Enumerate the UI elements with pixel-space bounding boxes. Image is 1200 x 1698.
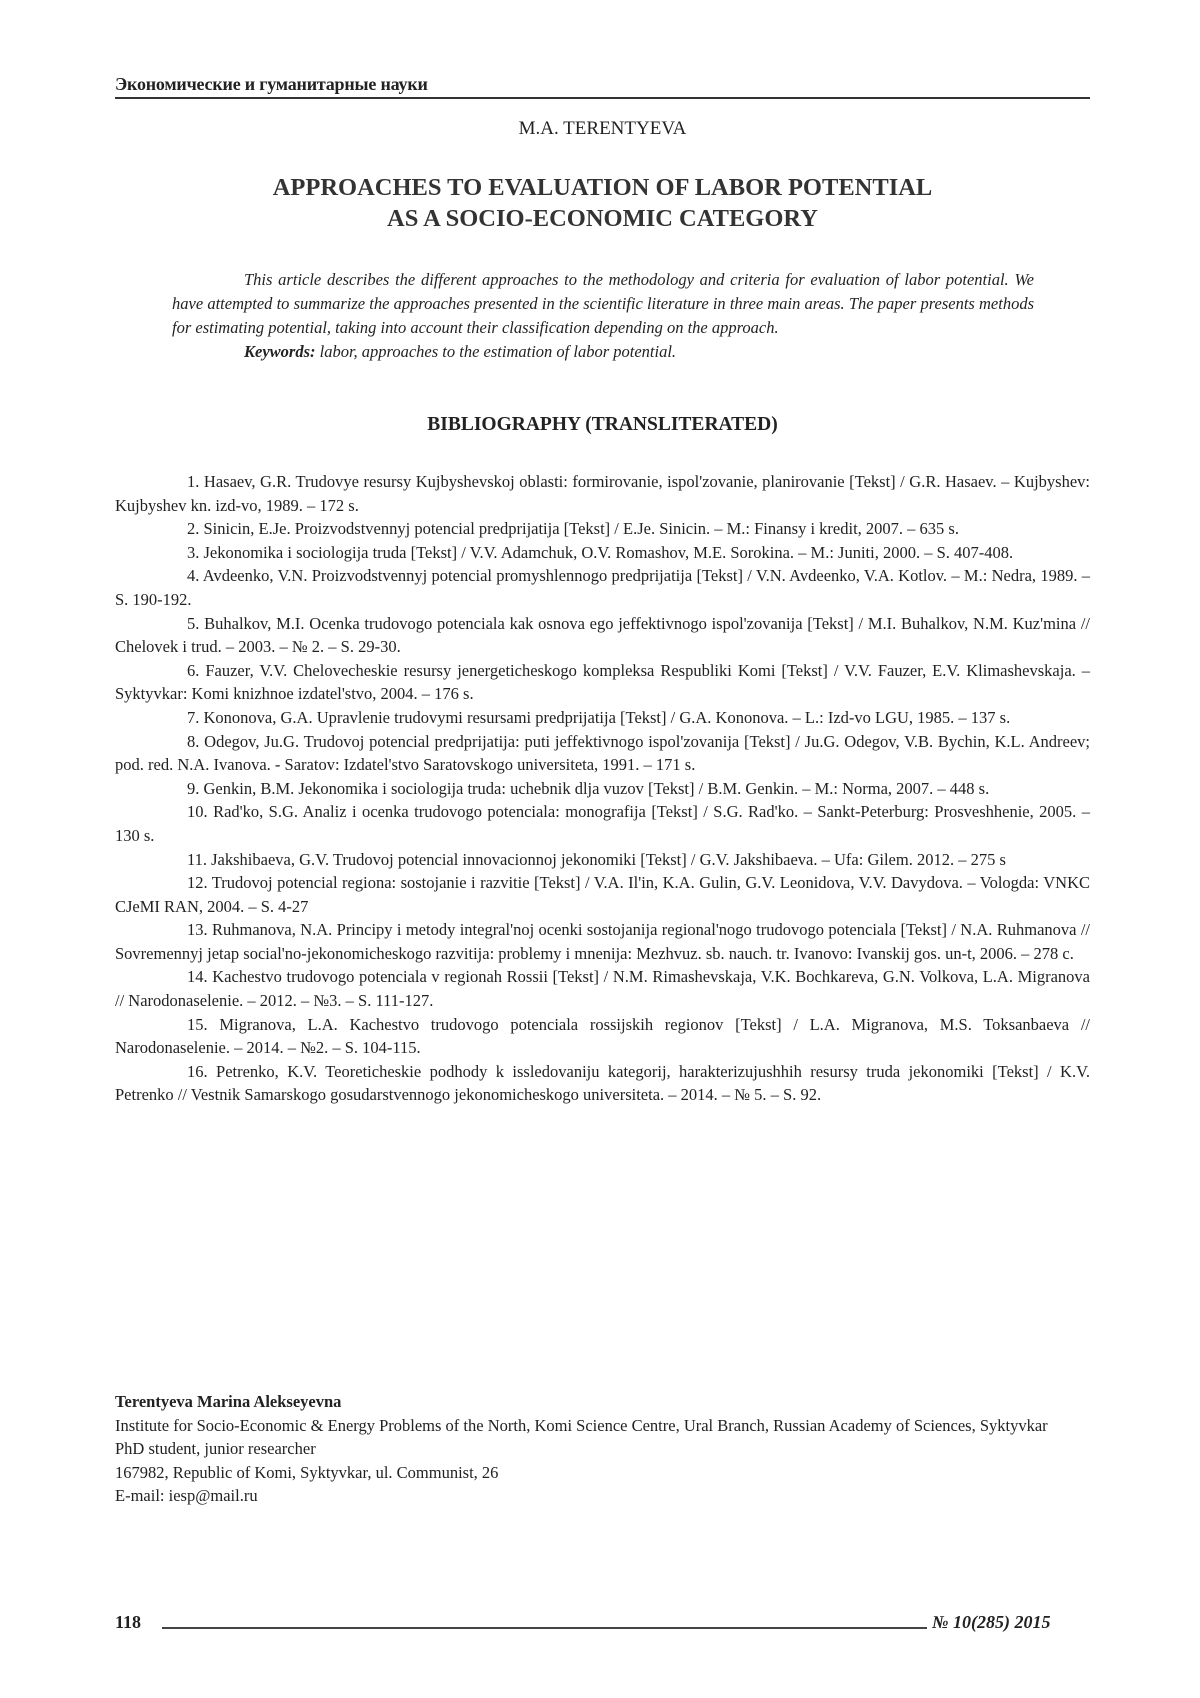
reference-item: 6. Fauzer, V.V. Chelovecheskie resursy jenergeticheskogo kompleksa Respubliki Komi [Tekst] / V.V. Fauzer, E.V. Klimashevskaja. – Syktyvkar: Komi knizhnoe izdatel'stvo, 2004. – 176 s. <box>115 659 1090 706</box>
footer-rule <box>162 1627 927 1629</box>
page-number: 118 <box>115 1612 1090 1633</box>
author-affiliation: Institute for Socio-Economic & Energy Problems of the North, Komi Science Centre, Ural Branch, Russian Academy of Sciences, Syktyvkar <box>115 1414 1090 1438</box>
reference-item: 15. Migranova, L.A. Kachestvo trudovogo potenciala rossijskih regionov [Tekst] / L.A. Migranova, M.S. Toksanbaeva // Narodonaselenie. – 2014. – №2. – S. 104-115. <box>115 1013 1090 1060</box>
author-address: 167982, Republic of Komi, Syktyvkar, ul. Communist, 26 <box>115 1461 1090 1485</box>
reference-item: 2. Sinicin, E.Je. Proizvodstvennyj potencial predprijatija [Tekst] / E.Je. Sinicin. – M.: Finansy i kredit, 2007. – 635 s. <box>115 517 1090 541</box>
author-email[interactable]: E-mail: iesp@mail.ru <box>115 1484 1090 1508</box>
reference-item: 3. Jekonomika i sociologija truda [Tekst] / V.V. Adamchuk, O.V. Romashov, M.E. Sorokina. – M.: Juniti, 2000. – S. 407-408. <box>115 541 1090 565</box>
reference-item: 8. Odegov, Ju.G. Trudovoj potencial predprijatija: puti jeffektivnogo ispol'zovanija [Tekst] / Ju.G. Odegov, V.B. Bychin, K.L. Andreev; pod. red. N.A. Ivanova. - Saratov: Izdatel'stvo Saratovskogo universiteta, 1991. – 171 s. <box>115 730 1090 777</box>
reference-item: 1. Hasaev, G.R. Trudovye resursy Kujbyshevskoj oblasti: formirovanie, ispol'zovanie, planirovanie [Tekst] / G.R. Hasaev. – Kujbyshev: Kujbyshev kn. izd-vo, 1989. – 172 s. <box>115 470 1090 517</box>
abstract-text: This article describes the different approaches to the methodology and criteria for evaluation of labor potential. We have attempted to summarize the approaches presented in the scientific literature in three main areas. The paper presents methods for estimating potential, taking into account their classification depending on the approach. <box>172 268 1034 340</box>
header-rule <box>115 97 1090 99</box>
title-line: APPROACHES TO EVALUATION OF LABOR POTENTIAL <box>115 172 1090 203</box>
reference-item: 9. Genkin, B.M. Jekonomika i sociologija truda: uchebnik dlja vuzov [Tekst] / B.M. Genkin. – M.: Norma, 2007. – 448 s. <box>115 777 1090 801</box>
reference-item: 16. Petrenko, K.V. Teoreticheskie podhody k issledovaniju kategorij, harakterizujushhih resursy truda jekonomiki [Tekst] / K.V. Petrenko // Vestnik Samarskogo gosudarstvennogo jekonomicheskogo universiteta. – 2014. – № 5. – S. 92. <box>115 1060 1090 1107</box>
keywords-text: labor, approaches to the estimation of labor potential. <box>316 342 677 361</box>
reference-list <box>115 470 1090 1107</box>
reference-item: 11. Jakshibaeva, G.V. Trudovoj potencial innovacionnoj jekonomiki [Tekst] / G.V. Jakshibaeva. – Ufa: Gilem. 2012. – 275 s <box>115 848 1090 872</box>
running-head: Экономические и гуманитарные науки <box>115 74 1090 95</box>
reference-item: 10. Rad'ko, S.G. Analiz i ocenka trudovogo potenciala: monografija [Tekst] / S.G. Rad'ko. – Sankt-Peterburg: Prosveshhenie, 2005. – 130 s. <box>115 800 1090 847</box>
reference-item: 13. Ruhmanova, N.A. Principy i metody integral'noj ocenki sostojanija regional'nogo trudovogo potenciala [Tekst] / N.A. Ruhmanova // Sovremennyj jetap social'no-jekonomicheskogo razvitija: problemy i mnenija: Mezhvuz. sb. nauch. tr. Ivanovo: Ivanskij gos. un-t, 2006. – 278 c. <box>115 918 1090 965</box>
article-author: M.A. TERENTYEVA <box>115 118 1090 140</box>
reference-item: 5. Buhalkov, M.I. Ocenka trudovogo potenciala kak osnova ego jeffektivnogo ispol'zovanija [Tekst] / M.I. Buhalkov, N.M. Kuz'mina // Chelovek i trud. – 2003. – № 2. – S. 29-30. <box>115 612 1090 659</box>
reference-item: 7. Kononova, G.A. Upravlenie trudovymi resursami predprijatija [Tekst] / G.A. Kononova. – L.: Izd-vo LGU, 1985. – 137 s. <box>115 706 1090 730</box>
title-line: AS A SOCIO-ECONOMIC CATEGORY <box>115 203 1090 234</box>
keywords-label: Keywords: <box>244 342 316 361</box>
bibliography-heading: BIBLIOGRAPHY (TRANSLITERATED) <box>115 414 1090 436</box>
reference-item: 4. Avdeenko, V.N. Proizvodstvennyj potencial promyshlennogo predprijatija [Tekst] / V.N. Avdeenko, V.A. Kotlov. – M.: Nedra, 1989. – S. 190-192. <box>115 564 1090 611</box>
reference-item: 12. Trudovoj potencial regiona: sostojanie i razvitie [Tekst] / V.A. Il'in, K.A. Gulin, G.V. Leonidova, V.V. Davydova. – Vologda: VNKC CJeMI RAN, 2004. – S. 4-27 <box>115 871 1090 918</box>
author-name: Terentyeva Marina Alekseyevna <box>115 1390 1090 1414</box>
keywords <box>172 340 1034 364</box>
article-title <box>115 172 1090 234</box>
abstract <box>172 268 1034 364</box>
reference-item: 14. Kachestvo trudovogo potenciala v regionah Rossii [Tekst] / N.M. Rimashevskaja, V.K. Bochkareva, G.N. Volkova, L.A. Migranova // Narodonaselenie. – 2012. – №3. – S. 111-127. <box>115 965 1090 1012</box>
author-info <box>115 1390 1090 1508</box>
issue-number: № 10(285) 2015 <box>932 1612 1050 1633</box>
author-position: PhD student, junior researcher <box>115 1437 1090 1461</box>
